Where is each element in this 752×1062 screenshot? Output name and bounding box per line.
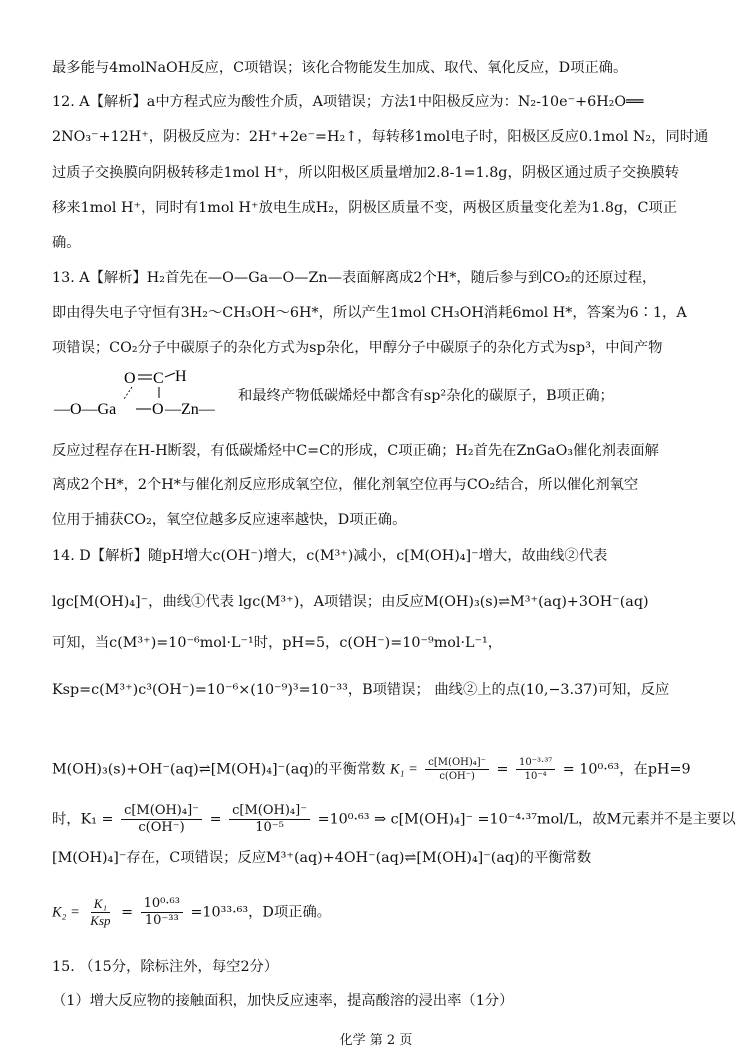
line-l1: 最多能与4molNaOH反应，C项错误；该化合物能发生加成、取代、氧化反应，D项正确。 [52,60,628,76]
l21-frac2-den: 10⁻³³ [144,913,179,928]
line-l13: 位用于捕获CO₂，氧空位越多反应速率越快，D项正确。 [52,512,407,528]
l21-frac2-num: 10⁰·⁶³ [141,896,183,913]
l18-pre: M(OH)₃(s)+OH⁻(aq)⇌[M(OH)₄]⁻(aq)的平衡常数 [52,761,386,778]
line-l11: 反应过程存在H-H断裂，有低碳烯烃中C=C的形成，C项正确；H₂首先在ZnGaO₃催化剂表面解 [52,443,659,459]
l18-frac2-den: 10⁻⁴ [524,771,547,782]
line-21 [52,896,712,929]
line-20: [M(OH)₄]⁻存在，C项错误；反应M³⁺(aq)+4OH⁻(aq)⇌[M(OH)₄]⁻(aq)的平衡常数 [52,850,592,866]
structure-left-chain: —O—Ga [54,401,117,418]
structure-o-mid: O [152,401,164,418]
line-l7: 13. A【解析】H₂首先在—O—Ga—O—Zn—表面解离成2个H*，随后参与到CO₂的还原过程， [52,270,657,286]
l18-frac2-num: 10⁻³·³⁷ [516,756,555,770]
l19-eq: = [209,811,222,828]
l19-frac1-num: c[M(OH)₄]⁻ [121,803,202,820]
l21-frac1-den: Ksp [90,913,111,928]
l21-frac2 [141,896,183,929]
l18-post: = 10⁰·⁶³，在pH=9 [562,761,691,778]
l21-frac1 [87,896,113,929]
l18-frac1-den: c(OH⁻) [439,771,475,782]
line-l5: 移来1mol H⁺，同时有1mol H⁺放电生成H₂，阴极区质量不变，两极区质量变化差为1.8g，C项正 [52,200,678,216]
structure-h-top: H [175,368,187,385]
l19-pre: 时，K₁ = [52,811,114,828]
page-footer: 化学 第 2 页 [339,1033,413,1048]
line-18 [52,756,712,783]
l18-frac1 [425,756,489,783]
line-l9: 项错误；CO₂分子中碳原子的杂化方式为sp杂化，甲醇分子中碳原子的杂化方式为sp³，中间产物 [52,340,663,356]
line-l16: 可知，当c(M³⁺)=10⁻⁶mol·L⁻¹时，pH=5，c(OH⁻)=10⁻⁹mol·L⁻¹， [52,635,503,651]
line-l12: 离成2个H*，2个H*与催化剂反应形成氧空位，催化剂氧空位再与CO₂结合，所以催化剂氧空 [52,477,639,493]
l18-frac2 [516,756,555,783]
line-l17: Ksp=c(M³⁺)c³(OH⁻)=10⁻⁶×(10⁻⁹)³=10⁻³³，B项错误； 曲线②上的点(10,−3.37)可知，反应 [52,682,670,698]
line-23: （1）增大反应物的接触面积，加快反应速率，提高酸溶的浸出率（1分） [52,993,514,1009]
line-19 [52,803,736,836]
l18-k1: K₁ = [390,761,418,778]
line-22: 15. （15分，除标注外，每空2分） [52,959,279,975]
intermediate-structure [52,366,238,420]
structure-coord-bond [124,387,132,399]
l21-post: =10³³·⁶³，D项正确。 [190,904,332,921]
line-l14: 14. D【解析】随pH增大c(OH⁻)增大，c(M³⁺)减小，c[M(OH)₄]⁻增大，故曲线②代表 [52,548,608,564]
line-l6: 确。 [52,235,81,251]
structure-c-top: C [153,370,164,387]
l19-post: =10⁰·⁶³ ⇒ c[M(OH)₄]⁻ =10⁻⁴·³⁷mol/L，故M元素并不是主要以 [317,811,736,828]
structure-right-chain: —Zn— [165,401,215,418]
structure-o-top: O [124,370,136,387]
l19-frac1-den: c(OH⁻) [138,820,185,835]
structure-single-bond [165,373,175,377]
line-l8: 即由得失电子守恒有3H₂～CH₃OH～6H*，所以产生1mol CH₃OH消耗6mol H*，答案为6∶1，A [52,305,687,321]
l19-frac2-den: 10⁻⁵ [255,820,284,835]
l21-eq: = [121,904,134,921]
line-l15: lgc[M(OH)₄]⁻，曲线①代表 lgc(M³⁺)，A项错误；由反应M(OH)₃(s)⇌M³⁺(aq)+3OH⁻(aq) [52,594,649,610]
line-l4: 过质子交换膜向阴极转移走1mol H⁺，所以阳极区质量增加2.8-1=1.8g，阴极区通过质子交换膜转 [52,165,680,181]
line-l10: 和最终产物低碳烯烃中都含有sp²杂化的碳原子，B项正确； [238,388,614,404]
l18-eq: = [496,761,509,778]
l19-frac1 [121,803,202,836]
l19-frac2 [229,803,310,836]
line-l3: 2NO₃⁻+12H⁺，阴极反应为：2H⁺+2e⁻=H₂↑，每转移1mol电子时，阳极区反应0.1mol N₂，同时通 [52,129,709,145]
line-l2: 12. A【解析】a中方程式应为酸性介质，A项错误；方法1中阳极反应为：N₂-10e⁻+6H₂O══ [52,94,644,110]
l19-frac2-num: c[M(OH)₄]⁻ [229,803,310,820]
l21-frac1-num: K₁ [91,896,110,913]
l21-pre: K₂ = [52,904,80,921]
l18-frac1-num: c[M(OH)₄]⁻ [425,756,489,770]
